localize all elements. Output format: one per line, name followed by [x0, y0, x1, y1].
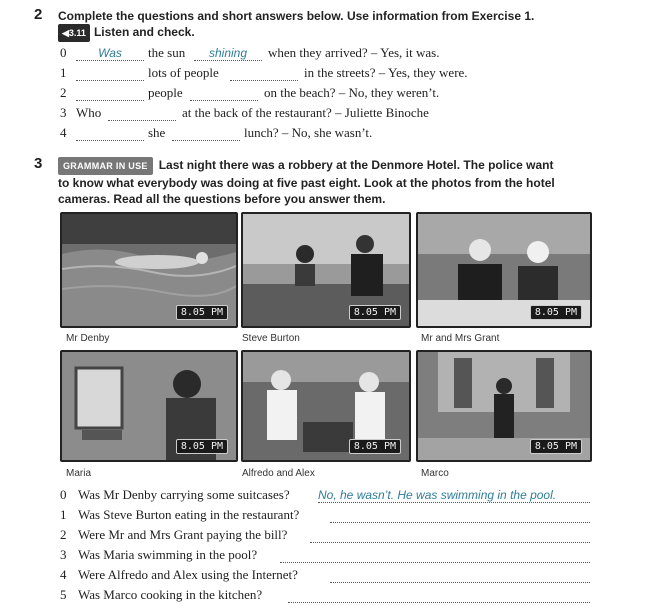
item-number: 0	[60, 45, 67, 60]
timestamp-clock: 8.05 PM	[349, 439, 401, 454]
caption-mr-mrs-grant: Mr and Mrs Grant	[421, 333, 500, 344]
timestamp-clock: 8.05 PM	[176, 439, 228, 454]
answer-blank[interactable]: shining	[194, 46, 262, 61]
answer-blank[interactable]	[190, 86, 258, 101]
photo-mr-mrs-grant	[416, 212, 592, 328]
caption-marco: Marco	[421, 468, 449, 479]
answer-blank[interactable]	[172, 126, 240, 141]
item-text: people	[148, 85, 183, 100]
exercise-3-text-line2: to know what everybody was doing at five past eight. Look at the photos from the hotel	[58, 176, 555, 190]
item-text: at the back of the restaurant? – Juliette Binoche	[182, 105, 429, 120]
ex3-question-3	[60, 546, 600, 564]
exercise-3-text-line3: cameras. Read all the questions before you answer them.	[58, 192, 386, 206]
exercise-2-instruction-text: Complete the questions and short answers below. Use information from Exercise 1.	[58, 9, 535, 23]
exercise-3-instruction	[58, 157, 618, 207]
exercise-2-instruction	[58, 8, 618, 42]
item-text: in the streets? – Yes, they were.	[304, 65, 468, 80]
audio-track-badge[interactable]: ◀3.11	[58, 24, 90, 42]
ex3-question-5	[60, 586, 600, 604]
item-text: Who	[76, 105, 102, 120]
question-text: Were Mr and Mrs Grant paying the bill?	[78, 527, 288, 542]
question-number: 3	[60, 547, 67, 562]
question-text: Was Steve Burton eating in the restaurant?	[78, 507, 300, 522]
answer-blank[interactable]	[76, 86, 144, 101]
question-text: Were Alfredo and Alex using the Internet?	[78, 567, 298, 582]
photo-mr-denby	[60, 212, 238, 328]
caption-mr-denby: Mr Denby	[66, 333, 110, 344]
listen-and-check: Listen and check.	[93, 25, 195, 39]
ex3-question-4	[60, 566, 600, 584]
photo-marco	[416, 350, 592, 462]
answer-blank[interactable]	[230, 66, 298, 81]
question-number: 0	[60, 487, 67, 502]
item-text: the sun	[148, 45, 186, 60]
ex2-item-2	[60, 84, 620, 102]
exercise-2-number: 2	[34, 6, 43, 23]
caption-alfredo-alex: Alfredo and Alex	[242, 468, 315, 479]
ex2-item-0	[60, 44, 620, 62]
question-number: 5	[60, 587, 67, 602]
answer-line[interactable]	[280, 548, 590, 563]
timestamp-clock: 8.05 PM	[530, 305, 582, 320]
answer-blank[interactable]: Was	[76, 46, 144, 61]
item-text: lunch? – No, she wasn’t.	[244, 125, 373, 140]
ex3-question-1	[60, 506, 600, 524]
ex2-item-4	[60, 124, 620, 142]
caption-steve-burton: Steve Burton	[242, 333, 300, 344]
item-text: on the beach? – No, they weren’t.	[264, 85, 440, 100]
question-text: Was Maria swimming in the pool?	[78, 547, 258, 562]
answer-line[interactable]	[288, 588, 590, 603]
item-number: 1	[60, 65, 67, 80]
item-number: 4	[60, 125, 67, 140]
exercise-3-text-line1: Last night there was a robbery at the Denmore Hotel. The police want	[158, 158, 554, 172]
question-text: Was Mr Denby carrying some suitcases?	[78, 487, 290, 502]
item-text: lots of people	[148, 65, 219, 80]
timestamp-clock: 8.05 PM	[176, 305, 228, 320]
item-number: 3	[60, 105, 67, 120]
photo-steve-burton	[241, 212, 411, 328]
item-text: when they arrived? – Yes, it was.	[268, 45, 440, 60]
item-text: she	[148, 125, 166, 140]
answer-blank[interactable]	[108, 106, 176, 121]
ex2-item-3	[60, 104, 620, 122]
grammar-in-use-badge: GRAMMAR IN USE	[58, 157, 153, 175]
timestamp-clock: 8.05 PM	[349, 305, 401, 320]
ex2-item-1	[60, 64, 620, 82]
answer-line[interactable]	[330, 508, 590, 523]
ex3-question-0	[60, 486, 600, 504]
answer-blank[interactable]	[76, 66, 144, 81]
item-number: 2	[60, 85, 67, 100]
exercise-3-number: 3	[34, 155, 43, 172]
answer-blank[interactable]	[76, 126, 144, 141]
question-number: 2	[60, 527, 67, 542]
answer-line[interactable]	[310, 528, 590, 543]
photo-alfredo-alex	[241, 350, 411, 462]
question-number: 1	[60, 507, 67, 522]
caption-maria: Maria	[66, 468, 92, 479]
question-number: 4	[60, 567, 67, 582]
ex3-question-2	[60, 526, 600, 544]
timestamp-clock: 8.05 PM	[530, 439, 582, 454]
answer-line[interactable]: No, he wasn’t. He was swimming in the pool.	[318, 488, 590, 503]
answer-line[interactable]	[330, 568, 590, 583]
question-text: Was Marco cooking in the kitchen?	[78, 587, 263, 602]
photo-maria	[60, 350, 238, 462]
